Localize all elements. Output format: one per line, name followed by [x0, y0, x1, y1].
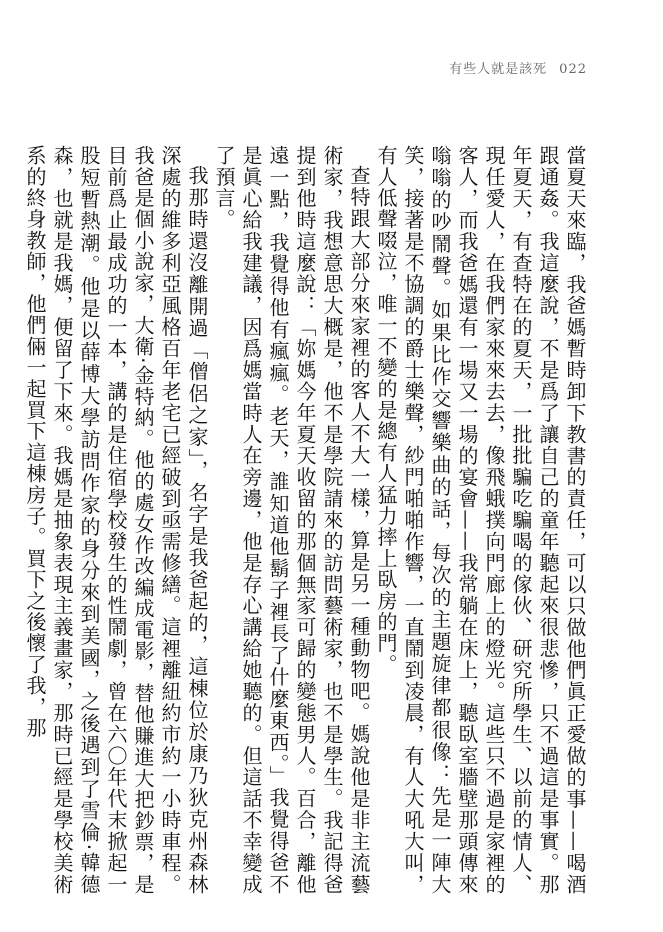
book-title: 有些人就是該死 — [449, 62, 548, 77]
paragraph: 查特跟大部分來家裡的客人不大一樣，算是另一種動物吧。媽說他是非主流藝術家，我想意思大概是，他不是學院請來的訪問藝術家，也不是學生。我記得爸提到他時這麼說：「妳媽今年夏天收留的那個無家可歸的變態男人。百合，離他遠一點，我覺得他有瘋瘋。老天，誰知道他鬍子裡長了什麼東西。」我覺得爸不是眞心給我建議，因爲媽當時人在旁邊，他是存心講給她聽的。但這話不幸變成了預言。 — [212, 145, 371, 895]
paragraph: 我那時還沒離開過「僧侶之家」，名字是我爸起的，這棟位於康乃狄克州森林深處的維多利亞風格百年老宅已經破到亟需修繕。這裡離紐約市約一小時車程。我爸是個小說家，大衛‧金特納。他的處女作改編成電影，替他賺進大把鈔票，是目前爲止最成功的一本，講的是住宿學校發生的性鬧劇，曾在六〇年代末掀起一股短暫熱潮。他是以薛博大學訪問作家的身分來到美國，之後遇到了雪倫‧韓德森，也就是我媽，便留了下來。我媽是抽象表現主義畫家，那時已經是學校美術系的終身教師，他們倆一起買下這棟房子。買下之後懷了我，那 — [23, 145, 209, 895]
page-number: 022 — [559, 62, 587, 77]
paragraph: 當夏天來臨，我爸媽暫時卸下教書的責任，可以只做他們眞正愛做的事——喝酒跟通姦。我這麼說，不是爲了讓自己的童年聽起來很悲慘，只不過這是事實。那年夏天，有查特在的夏天，一批批騙吃騙喝的傢伙、研究所學生、以前的情人、現任愛人，在我們家來來去去，像飛蛾撲向門廊上的燈光。這些只不過是家裡的客人，而我爸媽還有一場又一場的宴會——我常躺在床上，聽臥室牆壁那頭傳來嗡嗡的吵鬧聲。如果比作交響樂曲的話，每次的主題旋律都很像：先是一陣大笑，接著是不協調的爵士樂聲，紗門啪啪作響，一直鬧到凌晨，有人大吼大叫，有人低聲啜泣，唯一不變的是總有人猛力摔上臥房的門。 — [374, 145, 587, 895]
running-header — [449, 58, 587, 77]
body-text — [23, 145, 588, 895]
